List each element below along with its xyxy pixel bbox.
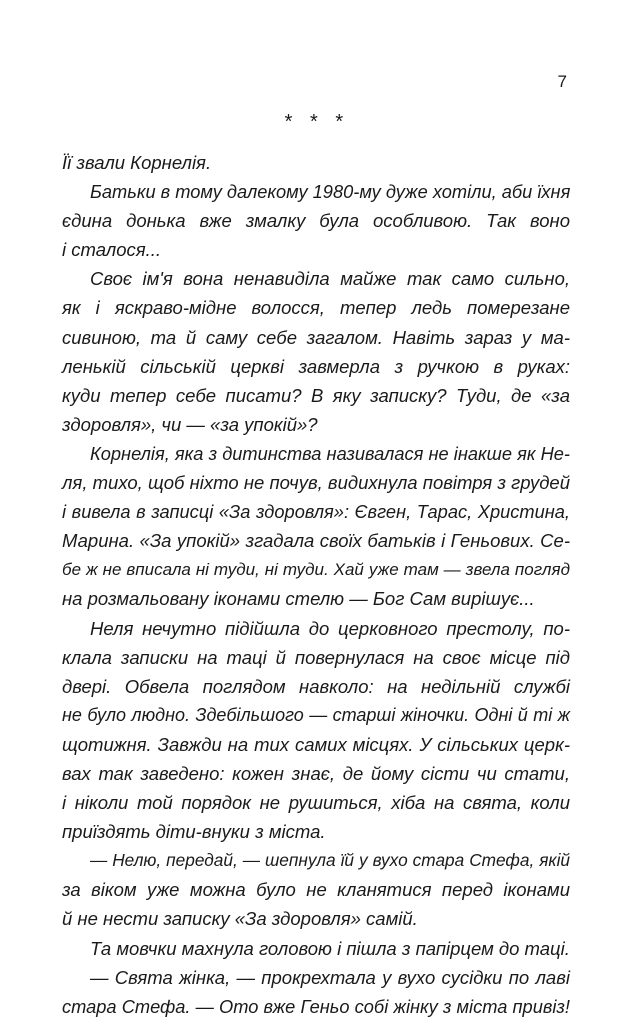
text-line: Її звали Корнелія. [62, 152, 212, 173]
text-line: сивиною, та й саму себе загалом. Навіть зараз у ма- [62, 326, 570, 348]
text-line: як і яскраво-мідне волосся, тепер ледь померезане [62, 297, 570, 319]
text-line: Та мовчки махнула головою і пішла з папірцем до таці. [90, 937, 570, 959]
page-number: 7 [557, 72, 567, 91]
text-line: за віком уже можна було не кланятися перед іконами [62, 879, 570, 901]
text-line: приїздять діти-внуки з міста. [62, 821, 326, 843]
text-line: здоровля», чи — «за упокій»? [62, 413, 318, 435]
text-line: Батьки в тому далекому 1980-му дуже хотіли, аби їхня [90, 181, 571, 203]
text-line: Марина. «За упокій» згадала своїх батьків і Геньових. Се- [62, 530, 570, 552]
text-line: ленькій сільській церкві завмерла з ручкою в руках: [62, 355, 570, 377]
text-line: і вивела в записці «За здоровля»: Євген, Тарас, Христина, [62, 501, 570, 523]
text-line: на розмальовану іконами стелю — Бог Сам вирішує... [62, 588, 535, 610]
text-line: Корнелія, яка з дитинства називалася не інакше як Не- [90, 442, 570, 464]
text-line: клала записки на таці й повернулася на своє місце під [62, 646, 570, 668]
text-line: вах так заведено: кожен знає, де йому сісти чи стати, [62, 762, 570, 784]
body-text [62, 148, 570, 1021]
text-line: — Нелю, передай, — шепнула їй у вухо стара Стефа, якій [90, 850, 570, 871]
text-line: єдина донька вже змалку була особливою. Так воно [62, 210, 570, 232]
text-line: Своє ім'я вона ненавиділа майже так само сильно, [90, 268, 570, 290]
text-line: стара Стефа. — Ото вже Геньо собі жінку з міста привіз! [62, 995, 570, 1017]
section-separator: * * * [283, 111, 349, 133]
text-line: щотижня. Завжди на тих самих місцях. У сільських церк- [62, 733, 570, 755]
text-line: і сталося... [62, 239, 162, 261]
text-line: куди тепер себе писати? В яку записку? Туди, де «за [62, 384, 570, 406]
text-line: — Свята жінка, — прокрехтала у вухо сусідки по лаві [90, 966, 570, 988]
text-line: двері. Обвела поглядом навколо: на недільній службі [62, 675, 570, 697]
text-line: не було людно. Здебільшого — старші жіночки. Одні й ті ж [62, 704, 570, 725]
text-line: Неля нечутно підійшла до церковного престолу, по- [90, 617, 570, 639]
text-line: й не нести записку «За здоровля» самій. [62, 908, 418, 930]
text-line: ля, тихо, щоб ніхто не почув, видихнула повітря з грудей [62, 472, 570, 494]
text-line: бе ж не вписала ні туди, ні туди. Хай уже там — звела погляд [62, 560, 570, 580]
text-line: і ніколи той порядок не рушиться, хіба на свята, коли [62, 792, 570, 814]
